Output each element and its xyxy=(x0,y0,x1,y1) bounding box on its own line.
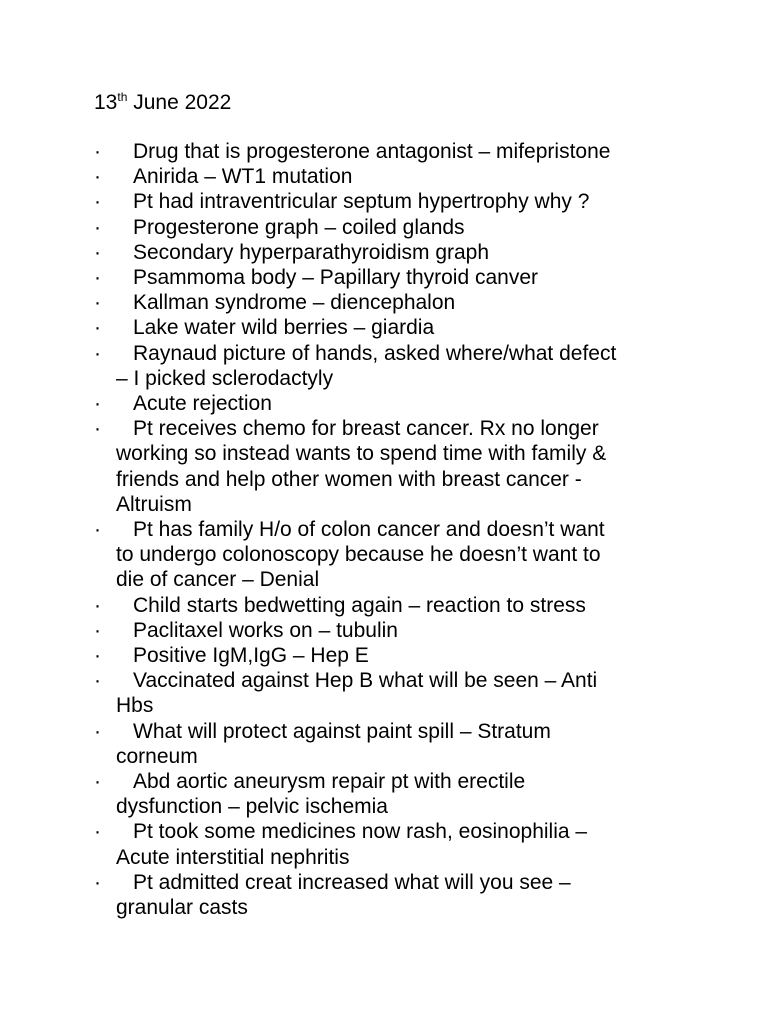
note-item xyxy=(0,215,700,240)
bullet-point: · xyxy=(94,644,101,668)
note-item xyxy=(0,593,700,618)
note-text xyxy=(116,315,700,340)
note-text xyxy=(116,593,700,618)
note-text xyxy=(116,719,700,769)
note-text xyxy=(116,668,700,718)
bullet-point: · xyxy=(94,870,101,894)
note-item xyxy=(0,618,700,643)
note-text xyxy=(116,416,700,517)
bullet-point: · xyxy=(94,820,101,844)
notes-list xyxy=(0,139,700,920)
note-item xyxy=(0,341,700,391)
note-text-line: Altruism xyxy=(116,492,192,516)
note-text-line: Child starts bedwetting again – reaction to stress xyxy=(133,593,586,617)
note-text xyxy=(116,391,700,416)
note-text-line: die of cancer – Denial xyxy=(116,568,320,592)
note-item xyxy=(0,315,700,340)
bullet-point: · xyxy=(94,190,101,214)
note-item xyxy=(0,290,700,315)
note-text-line: What will protect against paint spill – Stratum xyxy=(133,719,551,743)
note-text-line: Acute interstitial nephritis xyxy=(116,845,350,869)
note-text xyxy=(116,341,700,391)
note-item xyxy=(0,643,700,668)
note-text xyxy=(116,240,700,265)
note-text-line: Psammoma body – Papillary thyroid canver xyxy=(133,266,539,290)
note-text xyxy=(116,618,700,643)
note-item xyxy=(0,240,700,265)
note-text-line: Secondary hyperparathyroidism graph xyxy=(133,240,490,264)
bullet-point: · xyxy=(94,593,101,617)
bullet-point: · xyxy=(94,518,101,542)
bullet-point: · xyxy=(94,266,101,290)
note-text-line: Kallman syndrome – diencephalon xyxy=(133,291,456,315)
note-item xyxy=(0,870,700,920)
note-item xyxy=(0,416,700,517)
note-text-line: friends and help other women with breast cancer - xyxy=(116,467,582,491)
note-item xyxy=(0,391,700,416)
bullet-point: · xyxy=(94,140,101,163)
note-text-line: Lake water wild berries – giardia xyxy=(133,316,435,340)
note-text xyxy=(116,517,700,593)
note-text-line: Pt has family H/o of colon cancer and doesn’t want xyxy=(133,518,605,542)
note-item xyxy=(0,517,700,593)
note-item xyxy=(0,819,700,869)
note-text xyxy=(116,139,700,164)
note-text-line: dysfunction – pelvic ischemia xyxy=(116,795,388,819)
date-month-year: June 2022 xyxy=(127,91,232,114)
note-text xyxy=(116,643,700,668)
note-text-line: Pt took some medicines now rash, eosinophilia – xyxy=(133,820,588,844)
note-text-line: – I picked sclerodactyly xyxy=(116,366,334,390)
note-item xyxy=(0,164,700,189)
bullet-point: · xyxy=(94,316,101,340)
note-text xyxy=(116,769,700,819)
note-item xyxy=(0,719,700,769)
note-item xyxy=(0,769,700,819)
note-text xyxy=(116,870,700,920)
date-day: 13 xyxy=(94,91,118,114)
bullet-point: · xyxy=(94,165,101,189)
note-text-line: Pt admitted creat increased what will you see – xyxy=(133,870,571,894)
bullet-point: · xyxy=(94,669,101,693)
note-text xyxy=(116,819,700,869)
note-item xyxy=(0,139,700,164)
note-text-line: Abd aortic aneurysm repair pt with erectile xyxy=(133,770,526,794)
bullet-point: · xyxy=(94,417,101,441)
note-text xyxy=(116,290,700,315)
date-ordinal-suffix: th xyxy=(117,90,128,104)
document-date xyxy=(94,90,231,115)
bullet-point: · xyxy=(94,291,101,315)
bullet-point: · xyxy=(94,618,101,642)
note-text xyxy=(116,215,700,240)
bullet-point: · xyxy=(94,770,101,794)
note-text-line: corneum xyxy=(116,744,198,768)
note-text xyxy=(116,189,700,214)
note-text-line: Paclitaxel works on – tubulin xyxy=(133,618,398,642)
note-text-line: Raynaud picture of hands, asked where/what defect xyxy=(133,341,617,365)
note-text-line: Vaccinated against Hep B what will be seen – Anti xyxy=(133,669,598,693)
note-text-line: Pt had intraventricular septum hypertrophy why ? xyxy=(133,190,590,214)
note-item xyxy=(0,189,700,214)
bullet-point: · xyxy=(94,392,101,416)
note-text-line: Acute rejection xyxy=(133,392,272,416)
note-text xyxy=(116,265,700,290)
note-text-line: Pt receives chemo for breast cancer. Rx no longer xyxy=(133,417,599,441)
bullet-point: · xyxy=(94,240,101,264)
note-text-line: Progesterone graph – coiled glands xyxy=(133,215,465,239)
note-item xyxy=(0,668,700,718)
note-text-line: granular casts xyxy=(116,896,248,920)
note-text-line: Anirida – WT1 mutation xyxy=(133,165,353,189)
bullet-point: · xyxy=(94,215,101,239)
note-text-line: Hbs xyxy=(116,694,154,718)
note-text xyxy=(116,164,700,189)
note-text-line: Drug that is progesterone antagonist – mifepristone xyxy=(133,140,611,163)
note-item xyxy=(0,265,700,290)
note-text-line: Positive IgM,IgG – Hep E xyxy=(133,644,369,668)
note-text-line: working so instead wants to spend time with family & xyxy=(116,442,607,466)
bullet-point: · xyxy=(94,719,101,743)
bullet-point: · xyxy=(94,341,101,365)
note-text-line: to undergo colonoscopy because he doesn’t want to xyxy=(116,543,601,567)
